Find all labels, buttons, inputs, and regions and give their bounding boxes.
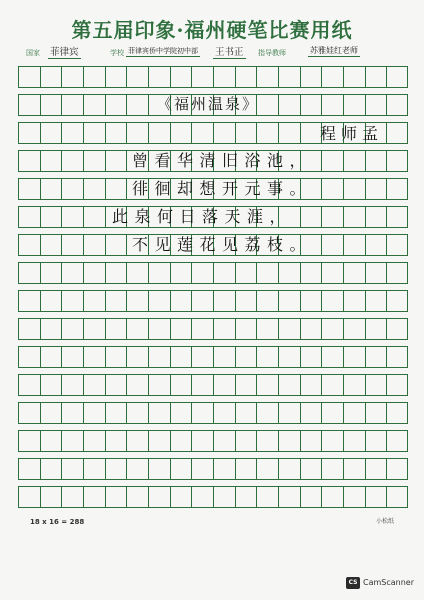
- grid-cell: [213, 290, 235, 312]
- school-value: 菲律宾侨中学院初中部: [128, 47, 198, 55]
- grid-cell: [170, 430, 192, 452]
- grid-cell: [321, 430, 343, 452]
- grid-cell: [61, 234, 83, 256]
- grid-cell: [191, 66, 213, 88]
- grid-cell: [83, 66, 105, 88]
- grid-row: [18, 290, 408, 312]
- grid-cell: [213, 430, 235, 452]
- grid-cell: [321, 374, 343, 396]
- info-line: [0, 44, 424, 62]
- grid-cell: [191, 262, 213, 284]
- grid-cell: [300, 262, 322, 284]
- grid-row: [18, 458, 408, 480]
- grid-cell: [61, 402, 83, 424]
- grid-cell: [191, 346, 213, 368]
- grid-cell: [343, 374, 365, 396]
- grid-cell: [300, 290, 322, 312]
- grid-cell: [213, 486, 235, 508]
- grid-cell: [18, 94, 40, 116]
- grid-cell: [321, 262, 343, 284]
- grid-cell: [170, 262, 192, 284]
- grid-row: [18, 262, 408, 284]
- grid-cell: [148, 262, 170, 284]
- grid-cell: [170, 346, 192, 368]
- grid-cell: [40, 234, 62, 256]
- grid-cell: [191, 374, 213, 396]
- grid-cell: [40, 318, 62, 340]
- grid-cell: [40, 178, 62, 200]
- grid-cell: [343, 150, 365, 172]
- grid-cell: [18, 486, 40, 508]
- grid-cell: [343, 318, 365, 340]
- grid-cell: [83, 290, 105, 312]
- grid-row: [18, 374, 408, 396]
- grid-cell: [386, 206, 408, 228]
- grid-cell: [40, 150, 62, 172]
- grid-cell: [83, 150, 105, 172]
- grid-cell: [83, 374, 105, 396]
- grid-cell: [105, 402, 127, 424]
- grid-cell: [386, 486, 408, 508]
- grid-cell: [256, 458, 278, 480]
- page-title: 第五届印象·福州硬笔比赛用纸: [71, 18, 353, 42]
- name-value: 菲律宾: [48, 44, 81, 59]
- teacher-value: 苏雅娃红老师: [310, 46, 358, 55]
- grid-cell: [18, 178, 40, 200]
- grid-cell: [235, 458, 257, 480]
- grid-cell: [365, 234, 387, 256]
- grid-cell: [40, 346, 62, 368]
- grid-cell: [105, 122, 127, 144]
- grid-cell: [61, 178, 83, 200]
- grid-count: 18 x 16 = 288: [30, 518, 85, 526]
- grid-cell: [321, 402, 343, 424]
- grid-cell: [105, 346, 127, 368]
- grid-cell: [235, 374, 257, 396]
- grid-cell: [40, 206, 62, 228]
- grid-cell: [61, 150, 83, 172]
- grid-cell: [105, 458, 127, 480]
- grid-cell: [256, 486, 278, 508]
- grid-cell: [40, 374, 62, 396]
- grid-cell: [386, 122, 408, 144]
- grid-cell: [321, 150, 343, 172]
- grid-cell: [365, 178, 387, 200]
- grid-cell: [191, 122, 213, 144]
- grid-cell: [105, 262, 127, 284]
- grid-cell: [148, 402, 170, 424]
- grid-cell: [256, 262, 278, 284]
- grid-cell: [343, 94, 365, 116]
- grid-cell: [213, 402, 235, 424]
- grid-cell: [278, 430, 300, 452]
- grid-cell: [105, 486, 127, 508]
- grid-cell: [148, 122, 170, 144]
- grid-cell: [365, 262, 387, 284]
- grid-cell: [61, 346, 83, 368]
- grid-cell: [386, 318, 408, 340]
- grid-cell: [61, 486, 83, 508]
- grid-cell: [105, 178, 127, 200]
- grid-cell: [386, 178, 408, 200]
- teacher-label: 指导教师: [258, 49, 286, 57]
- grid-cell: [18, 122, 40, 144]
- grid-cell: [105, 94, 127, 116]
- grid-cell: [278, 374, 300, 396]
- grid-cell: [365, 150, 387, 172]
- grid-cell: [170, 122, 192, 144]
- grid-cell: [126, 486, 148, 508]
- grid-cell: [61, 430, 83, 452]
- grid-cell: [300, 486, 322, 508]
- grid-cell: [321, 346, 343, 368]
- grid-cell: [83, 346, 105, 368]
- grid-cell: [126, 346, 148, 368]
- grid-cell: [321, 458, 343, 480]
- grid-cell: [213, 122, 235, 144]
- grid-cell: [256, 66, 278, 88]
- grid-cell: [40, 430, 62, 452]
- grid-cell: [83, 318, 105, 340]
- grid-cell: [170, 318, 192, 340]
- grid-cell: [386, 374, 408, 396]
- grid-cell: [321, 94, 343, 116]
- grid-cell: [321, 486, 343, 508]
- grid-cell: [386, 66, 408, 88]
- poem-line-1: 曾看华清旧浴池，: [132, 151, 313, 170]
- grid-cell: [213, 318, 235, 340]
- grid-cell: [126, 318, 148, 340]
- grid-cell: [343, 206, 365, 228]
- grid-cell: [321, 178, 343, 200]
- grid-cell: [256, 94, 278, 116]
- grid-cell: [170, 486, 192, 508]
- poem-line-3: 此泉何日落天涯，: [112, 207, 293, 226]
- grid-cell: [18, 346, 40, 368]
- grid-cell: [300, 430, 322, 452]
- camscanner-icon: CS: [346, 577, 360, 589]
- poem-author: 程师孟: [320, 124, 384, 143]
- grid-cell: [126, 430, 148, 452]
- grid-cell: [18, 430, 40, 452]
- grid-cell: [40, 262, 62, 284]
- grid-cell: [278, 262, 300, 284]
- grid-cell: [256, 430, 278, 452]
- grid-cell: [105, 150, 127, 172]
- grid-cell: [235, 486, 257, 508]
- grid-cell: [365, 318, 387, 340]
- grid-cell: [18, 402, 40, 424]
- grid-cell: [126, 94, 148, 116]
- grid-cell: [343, 486, 365, 508]
- grid-cell: [18, 150, 40, 172]
- grid-cell: [235, 430, 257, 452]
- grid-cell: [61, 290, 83, 312]
- grid-cell: [40, 402, 62, 424]
- grid-cell: [386, 262, 408, 284]
- grid-cell: [235, 402, 257, 424]
- grid-cell: [40, 66, 62, 88]
- grid-cell: [278, 290, 300, 312]
- grid-cell: [148, 318, 170, 340]
- grid-cell: [278, 122, 300, 144]
- grid-cell: [300, 122, 322, 144]
- grid-cell: [278, 458, 300, 480]
- name-label: 国家: [26, 49, 40, 57]
- grid-cell: [256, 346, 278, 368]
- grid-row: [18, 66, 408, 88]
- grid-cell: [105, 430, 127, 452]
- grid-cell: [343, 402, 365, 424]
- grid-cell: [105, 66, 127, 88]
- grid-cell: [126, 66, 148, 88]
- grid-cell: [191, 458, 213, 480]
- grid-cell: [126, 122, 148, 144]
- grid-cell: [235, 346, 257, 368]
- grid-cell: [61, 66, 83, 88]
- grid-cell: [83, 206, 105, 228]
- grid-cell: [83, 122, 105, 144]
- grid-cell: [365, 374, 387, 396]
- grid-cell: [170, 290, 192, 312]
- grid-cell: [18, 458, 40, 480]
- grid-cell: [278, 318, 300, 340]
- grid-cell: [278, 66, 300, 88]
- grid-cell: [126, 290, 148, 312]
- grid-cell: [61, 122, 83, 144]
- grid-cell: [321, 318, 343, 340]
- grid-cell: [386, 94, 408, 116]
- grid-cell: [18, 318, 40, 340]
- grid-cell: [256, 374, 278, 396]
- grid-cell: [278, 486, 300, 508]
- grid-cell: [191, 290, 213, 312]
- grid-cell: [40, 94, 62, 116]
- grid-cell: [343, 346, 365, 368]
- grid-cell: [83, 430, 105, 452]
- grid-cell: [148, 66, 170, 88]
- grid-cell: [105, 318, 127, 340]
- grid-cell: [105, 290, 127, 312]
- grid-cell: [300, 94, 322, 116]
- grid-cell: [235, 66, 257, 88]
- grid-cell: [256, 122, 278, 144]
- grid-cell: [278, 346, 300, 368]
- grid-cell: [191, 318, 213, 340]
- grid-cell: [18, 206, 40, 228]
- grid-cell: [40, 486, 62, 508]
- grid-cell: [300, 66, 322, 88]
- grid-cell: [148, 458, 170, 480]
- grid-cell: [170, 66, 192, 88]
- grid-cell: [235, 262, 257, 284]
- grid-cell: [386, 430, 408, 452]
- grid-cell: [213, 374, 235, 396]
- grid-cell: [343, 458, 365, 480]
- grid-cell: [365, 290, 387, 312]
- grid-cell: [61, 458, 83, 480]
- grid-cell: [61, 318, 83, 340]
- grid-cell: [365, 66, 387, 88]
- grid-cell: [83, 234, 105, 256]
- grid-row: [18, 402, 408, 424]
- grid-cell: [105, 374, 127, 396]
- grid-cell: [83, 486, 105, 508]
- class-value: 王书正: [213, 44, 246, 59]
- grid-cell: [18, 290, 40, 312]
- grid-cell: [18, 262, 40, 284]
- grid-cell: [278, 402, 300, 424]
- grid-cell: [343, 430, 365, 452]
- grid-cell: [365, 206, 387, 228]
- grid-cell: [321, 206, 343, 228]
- poem-title: 《福州温泉》: [157, 95, 260, 113]
- school-label: 学校: [110, 49, 124, 57]
- grid-cell: [40, 122, 62, 144]
- grid-cell: [386, 402, 408, 424]
- grid-cell: [300, 318, 322, 340]
- grid-cell: [343, 234, 365, 256]
- grid-cell: [300, 206, 322, 228]
- poem-line-2: 徘徊却想开元事。: [132, 179, 313, 198]
- grid-cell: [386, 458, 408, 480]
- grid-cell: [105, 234, 127, 256]
- grid-cell: [300, 346, 322, 368]
- grid-cell: [365, 402, 387, 424]
- grid-cell: [18, 66, 40, 88]
- grid-cell: [365, 346, 387, 368]
- poem-line-4: 不见莲花见荔枝。: [132, 235, 313, 254]
- grid-cell: [83, 402, 105, 424]
- grid-cell: [365, 430, 387, 452]
- grid-cell: [256, 318, 278, 340]
- grid-cell: [386, 234, 408, 256]
- grid-cell: [61, 94, 83, 116]
- grid-cell: [321, 290, 343, 312]
- grid-row: [18, 346, 408, 368]
- footer-signature: 小松纸: [376, 518, 395, 525]
- grid-cell: [386, 346, 408, 368]
- camscanner-text: CamScanner: [363, 578, 415, 587]
- grid-cell: [365, 486, 387, 508]
- grid-cell: [148, 430, 170, 452]
- grid-cell: [83, 262, 105, 284]
- grid-cell: [343, 178, 365, 200]
- grid-cell: [343, 262, 365, 284]
- grid-cell: [300, 374, 322, 396]
- grid-cell: [235, 318, 257, 340]
- grid-cell: [126, 458, 148, 480]
- grid-cell: [343, 66, 365, 88]
- grid-cell: [300, 402, 322, 424]
- grid-row: [18, 430, 408, 452]
- grid-cell: [126, 402, 148, 424]
- grid-cell: [126, 262, 148, 284]
- grid-cell: [170, 374, 192, 396]
- grid-cell: [213, 262, 235, 284]
- grid-cell: [321, 66, 343, 88]
- grid-cell: [343, 290, 365, 312]
- grid-cell: [18, 374, 40, 396]
- grid-cell: [386, 290, 408, 312]
- grid-cell: [148, 346, 170, 368]
- grid-cell: [61, 262, 83, 284]
- grid-cell: [235, 290, 257, 312]
- grid-cell: [83, 458, 105, 480]
- grid-row: [18, 486, 408, 508]
- grid-cell: [148, 290, 170, 312]
- grid-cell: [83, 178, 105, 200]
- grid-cell: [40, 458, 62, 480]
- grid-cell: [213, 66, 235, 88]
- grid-row: [18, 318, 408, 340]
- grid-cell: [191, 430, 213, 452]
- grid-cell: [321, 234, 343, 256]
- grid-cell: [148, 486, 170, 508]
- grid-cell: [278, 94, 300, 116]
- grid-cell: [18, 234, 40, 256]
- grid-cell: [386, 150, 408, 172]
- grid-cell: [256, 290, 278, 312]
- grid-cell: [213, 458, 235, 480]
- grid-cell: [40, 290, 62, 312]
- grid-cell: [300, 458, 322, 480]
- grid-cell: [213, 346, 235, 368]
- grid-cell: [170, 402, 192, 424]
- grid-cell: [126, 374, 148, 396]
- grid-cell: [61, 206, 83, 228]
- grid-cell: [256, 402, 278, 424]
- grid-cell: [191, 486, 213, 508]
- grid-cell: [61, 374, 83, 396]
- grid-cell: [191, 402, 213, 424]
- grid-cell: [148, 374, 170, 396]
- grid-cell: [235, 122, 257, 144]
- grid-cell: [170, 458, 192, 480]
- grid-cell: [365, 458, 387, 480]
- grid-cell: [365, 94, 387, 116]
- grid-cell: [83, 94, 105, 116]
